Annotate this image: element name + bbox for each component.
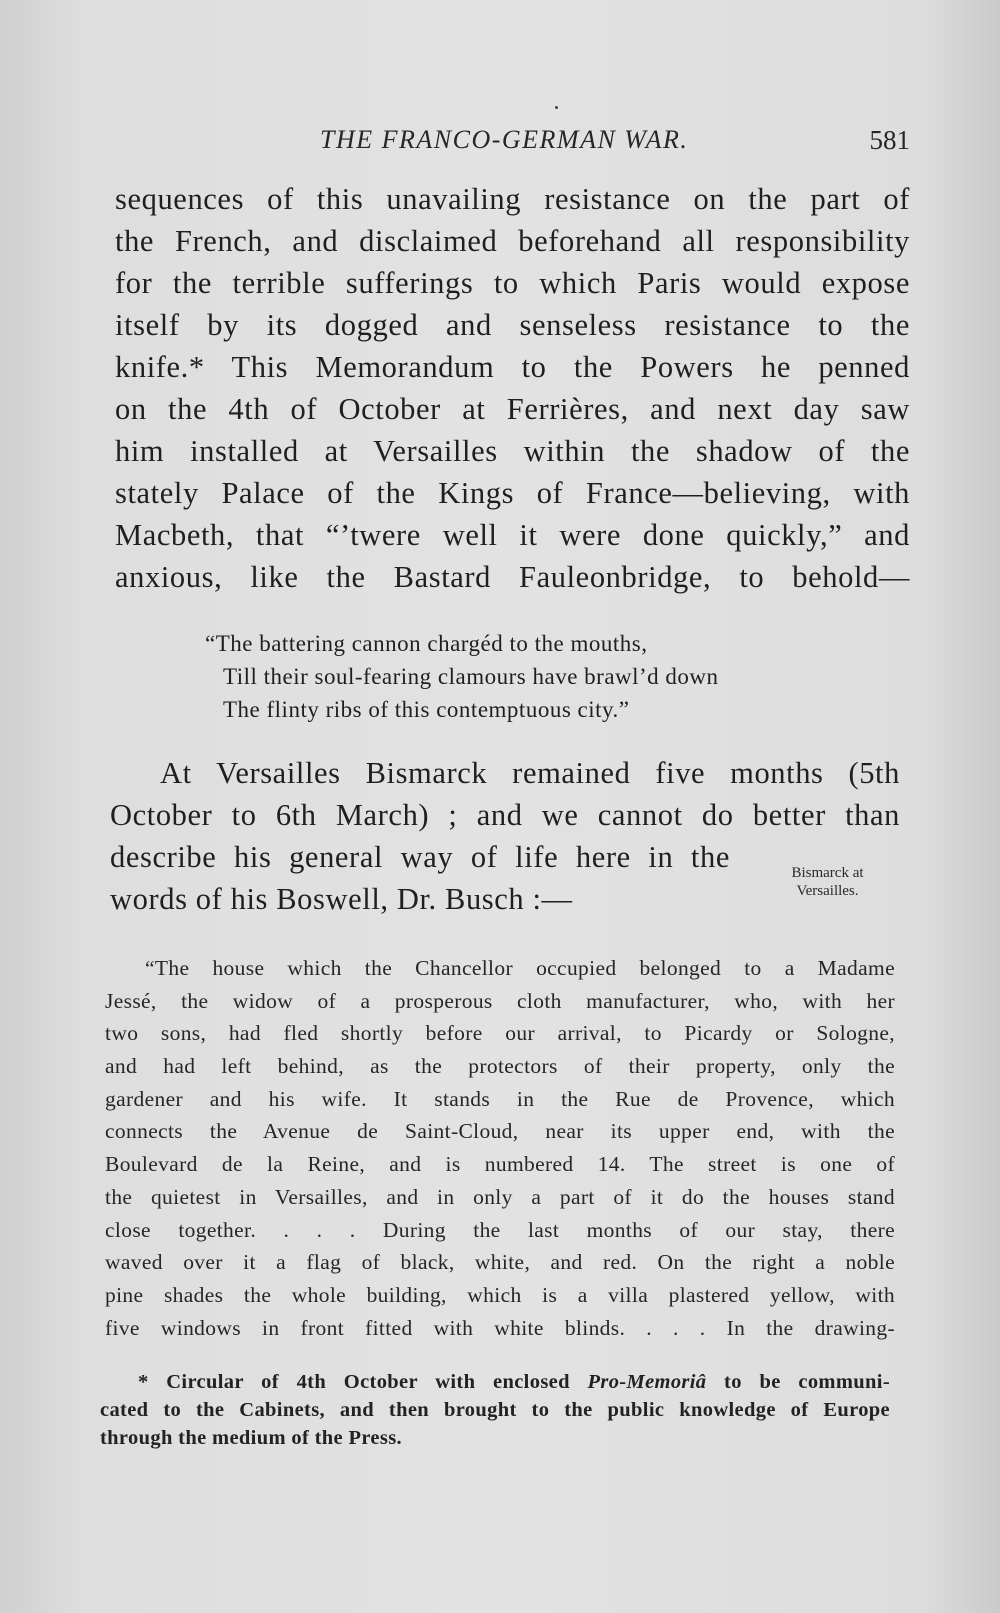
print-speck [555,106,558,109]
verse-quotation [205,627,825,726]
page-header [110,125,910,161]
text-line: for the terrible sufferings to which Paris would expose [115,266,910,300]
verse-line: “The battering cannon chargéd to the mouths, [205,631,648,656]
text-line: October to 6th March) ; and we cannot do better than [110,798,900,832]
text-line: him installed at Versailles within the shadow of the [115,434,910,468]
footnote-line [100,1368,890,1396]
text-line: describe his general way of life here in the [110,840,730,874]
quote-line: waved over it a flag of black, white, and red. On the right a noble [105,1250,895,1275]
footnote-line: through the medium of the Press. [100,1427,402,1449]
quote-line: Jessé, the widow of a prosperous cloth manufacturer, who, with her [105,988,895,1013]
footnote [100,1368,890,1452]
verse-line: The flinty ribs of this contemptuous city.” [223,697,630,722]
text-line: stately Palace of the Kings of France—believing, with [115,476,910,510]
text-line: anxious, like the Bastard Fauleonbridge, to behold— [115,560,910,594]
quote-line: and had left behind, as the protectors of their property, only the [105,1054,895,1079]
running-head: THE FRANCO-GERMAN WAR. [320,125,689,154]
quote-line: close together. . . . During the last months of our stay, there [105,1217,895,1242]
marginal-note-line: Bismarck at [791,865,864,881]
quote-line: gardener and his wife. It stands in the Rue de Provence, which [105,1086,895,1111]
text-line: itself by its dogged and senseless resistance to the [115,308,910,342]
quote-line: two sons, had fled shortly before our arrival, to Picardy or Sologne, [105,1021,895,1046]
quote-line: Boulevard de la Reine, and is numbered 14. The street is one of [105,1152,895,1177]
paragraph-1 [115,178,910,598]
text-line: At Versailles Bismarck remained five months (5th [160,756,900,790]
text-line: the French, and disclaimed beforehand all responsibility [115,224,910,258]
footnote-text: to be communi- [706,1371,890,1393]
text-line: Macbeth, that “’twere well it were done quickly,” and [115,518,910,552]
footnote-italic-term: Pro-Memoriâ [587,1371,707,1393]
block-quotation [105,952,895,1344]
text-line: knife.* This Memorandum to the Powers he penned [115,350,910,384]
marginal-note [760,864,895,900]
quote-line: “The house which the Chancellor occupied belonged to a Madame [145,956,895,980]
quote-line: pine shades the whole building, which is a villa plastered yellow, with [105,1282,895,1307]
quote-line: five windows in front fitted with white blinds. . . . In the drawing- [105,1315,895,1340]
page-number: 581 [869,125,910,155]
footnote-text: * Circular of 4th October with enclosed [138,1371,588,1393]
marginal-note-line: Versailles. [796,883,859,899]
footnote-line: cated to the Cabinets, and then brought to the public knowledge of Europe [100,1399,890,1421]
quote-line: connects the Avenue de Saint-Cloud, near its upper end, with the [105,1119,895,1144]
text-line: words of his Boswell, Dr. Busch :— [110,882,573,916]
verse-line: Till their soul-fearing clamours have brawl’d down [223,664,719,689]
text-line: on the 4th of October at Ferrières, and next day saw [115,392,910,426]
text-line: sequences of this unavailing resistance on the part of [115,182,910,216]
quote-line: the quietest in Versailles, and in only a part of it do the houses stand [105,1184,895,1209]
